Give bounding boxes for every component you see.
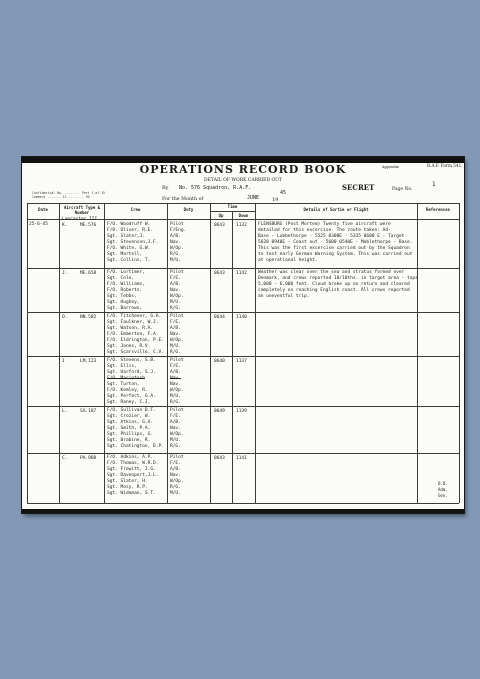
crew-member: F/O. Lortimer, [107, 270, 145, 275]
page-number: 1 [432, 181, 436, 188]
reference-mark: O.D. [438, 481, 448, 486]
crew-member: F/O. Woodruff W. [107, 222, 151, 227]
crew-member: Sgt. Chatington, D.P. [107, 444, 164, 449]
crew-member: Sgt. Brabine, R. [107, 438, 151, 443]
squadron-name: No. 576 Squadron, R.A.F. [179, 185, 252, 191]
duty-list [170, 270, 184, 312]
crew-member: Sgt. Atkins, G.A. [107, 420, 154, 425]
col-header-date: Date [38, 207, 48, 212]
crew-member: F/O. Kemley, R. [107, 388, 148, 393]
crew-duty: F/E. [170, 364, 181, 369]
aircraft-letter: I [62, 359, 65, 364]
details-line: 5,000 - 6,000 feet. Cloud broke up on return and cleared [258, 282, 410, 287]
crew-duty: Nav. [170, 332, 181, 337]
crew-duty: F/Eng. [170, 228, 187, 233]
crew-duty: A/B. [170, 467, 181, 472]
time-up: 0643 [214, 271, 225, 276]
month-value: JUNE [247, 195, 260, 201]
crew-duty: Pilot [170, 358, 184, 363]
crew-duty: M/U. [170, 491, 181, 496]
col-header-time: Time [227, 204, 238, 209]
crew-duty: Nav. [170, 473, 181, 478]
details-line: 5620 0940E - Coast out - 5600 0540E - Mablethorpe - Base. [258, 240, 413, 245]
time-up: 0643 [214, 456, 225, 461]
by-label: By [162, 185, 169, 191]
crew-member: F/O. Emmerton, F.A. [107, 332, 159, 337]
details-line: to test early German Warning System. This was carried out [258, 252, 413, 257]
form-number: R.A.F. Form 541. [427, 163, 463, 168]
record-sheet [22, 157, 464, 513]
col-rule [210, 203, 211, 503]
crew-duty: W/Op. [170, 294, 184, 299]
page-subtitle: DETAIL OF WORK CARRIED OUT [204, 178, 282, 183]
crew-list [107, 408, 164, 450]
crew-member: F/O. Roberts, [107, 288, 143, 293]
aircraft-serial: SX.187 [80, 409, 97, 414]
aircraft-type: Lancaster III [62, 217, 98, 222]
crew-duty: R/G. [170, 252, 181, 257]
crew-duty: W/Op. [170, 246, 184, 251]
col-header-up: Up [218, 213, 224, 218]
crew-member: F/O. Thomas, W.R.D. [107, 461, 159, 466]
reference-note [32, 191, 105, 199]
crew-duty: M/U. [170, 258, 181, 263]
crew-member: Sgt. Tebbs, [107, 294, 137, 299]
crew-member: F/O. Macintosh [107, 376, 145, 381]
details-line: completely on reaching English coast. All crews reported [258, 288, 410, 293]
crew-duty: F/E. [170, 320, 181, 325]
crew-member: F/O. Adkins, A.P. [107, 455, 154, 460]
col-rule [232, 211, 233, 503]
aircraft-serial: PA.988 [80, 456, 97, 461]
details-line: Weather was clear over the sea and stratus formed over [258, 270, 405, 275]
table-bottom-rule [27, 503, 459, 504]
col-rule [27, 203, 28, 503]
row-rule [27, 453, 459, 454]
aircraft-serial: LM.123 [80, 359, 97, 364]
row-rule [27, 312, 459, 313]
crew-duty: W/Op. [170, 338, 184, 343]
crew-member: Sgt. Frewitt, J.G. [107, 467, 156, 472]
crew-duty: R/G. [170, 485, 181, 490]
crew-member: Sgt. Watson, R.A. [107, 326, 154, 331]
appendix-label: Appendix [382, 165, 399, 169]
year-prefix: 19 [272, 197, 279, 203]
crew-member: Sgt. Crozier, W. [107, 414, 151, 419]
col-rule [104, 203, 105, 503]
aircraft-serial: ME.576 [80, 223, 97, 228]
col-header-aircraft: Aircraft Type & Number [63, 205, 101, 215]
crew-list [107, 358, 156, 406]
crew-list [107, 222, 158, 264]
duty-list [170, 222, 186, 264]
crew-duty: F/E. [170, 414, 181, 419]
aircraft-letter: L. [62, 409, 68, 414]
crew-duty: Pilot [170, 314, 184, 319]
crew-member: F/O. Sullivan D.F. [107, 408, 156, 413]
crew-duty: Pilot [170, 455, 184, 460]
aircraft-letter: C. [62, 456, 68, 461]
duty-list [170, 408, 184, 450]
crew-member: Sgt. Scarsville, C.V. [107, 350, 164, 355]
time-down: 1140 [236, 315, 247, 320]
duty-list [170, 358, 184, 406]
crew-member: F/O. Titchener, G.A. [107, 314, 162, 319]
year-value: 45 [280, 190, 287, 196]
crew-member: F/O. Oliver, R.E. [107, 228, 154, 233]
crew-member: Sgt. Turton, [107, 382, 140, 387]
crew-member: Sgt. Perfect, G.A. [107, 394, 156, 399]
details-line: FLENSBURG (Post Mortem) Twenty five aircraft were [258, 222, 391, 227]
crew-list [107, 455, 158, 497]
reference-mark: Gen. [438, 493, 448, 498]
crew-list [107, 314, 164, 356]
details-line: an uneventful trip. [258, 294, 310, 299]
crew-duty: R/G. [170, 400, 181, 405]
page-number-label: Page No. [392, 187, 413, 192]
duty-list [170, 455, 184, 497]
aircraft-serial: NN.582 [80, 315, 97, 320]
time-up: 0649 [214, 409, 225, 414]
crew-duty: Nav. [170, 426, 181, 431]
details-line: at operational height. [258, 258, 318, 263]
month-label: For the Month of [162, 197, 204, 202]
crew-duty: R/G. [170, 444, 181, 449]
details-line: detailed for this excercise. The route taken: Ad- [258, 228, 391, 233]
crew-duty: A/B. [170, 326, 181, 331]
crew-duty: A/B. [170, 282, 181, 287]
crew-duty: Nav. [170, 240, 181, 245]
time-down: 1142 [236, 271, 247, 276]
crew-member: Sgt. Mosy, R.P. [107, 485, 148, 490]
aircraft-serial: ME.658 [80, 271, 97, 276]
col-rule [459, 203, 460, 503]
crew-member: F/O. Williams, [107, 282, 145, 287]
sheet-bottom-edge [22, 509, 464, 513]
crew-duty: W/Op. [170, 479, 184, 484]
aircraft-letter: O. [62, 315, 68, 320]
crew-duty: A/B. [170, 234, 181, 239]
crew-member: Sgt. Davenport,J.L. [107, 473, 159, 478]
row-rule [27, 268, 459, 269]
crew-member: Sgt. Jones, R.V. [107, 344, 151, 349]
page-title: OPERATIONS RECORD BOOK [139, 163, 347, 176]
crew-member: Sgt. Barrows, [107, 306, 143, 311]
col-rule [167, 203, 168, 503]
details-line: This was the first excercise carried out by the Squadron [258, 246, 410, 251]
crew-member: Sgt. Hughey, [107, 300, 140, 305]
secret-stamp: SECRET [342, 183, 375, 192]
time-up: 0644 [214, 315, 225, 320]
crew-member: Sgt. Collins, T. [107, 258, 151, 263]
col-header-references: References [425, 207, 451, 212]
time-up: 0640 [214, 359, 225, 364]
time-down: 1141 [236, 456, 247, 461]
crew-duty: Pilot [170, 270, 184, 275]
duty-list [170, 314, 184, 356]
crew-duty: Pilot [170, 222, 184, 227]
sortie-details [258, 222, 412, 264]
col-rule [417, 203, 418, 503]
crew-member: Sgt. Phillips, G. [107, 432, 154, 437]
crew-duty: M/U. [170, 344, 181, 349]
time-down: 1132 [236, 223, 247, 228]
crew-member: Sgt. Faulkner, W.J. [107, 320, 159, 325]
crew-member: Sgt. Cole, [107, 276, 135, 281]
crew-duty: M/U. [170, 394, 181, 399]
row-rule [27, 356, 459, 357]
col-header-down: Down [238, 213, 249, 218]
crew-duty: M/U. [170, 438, 181, 443]
time-down: 1139 [236, 409, 247, 414]
col-rule [255, 203, 256, 503]
col-header-details: Details of Sortie or Flight [303, 207, 369, 212]
time-up: 0643 [214, 223, 225, 228]
reference-note-line: Comment ....... 11 ........ 90 [32, 195, 90, 199]
crew-duty: W/Op. [170, 432, 184, 437]
sortie-details [258, 270, 418, 300]
crew-member: Sgt. Stevenson,J.F. [107, 240, 159, 245]
crew-duty: W/Op. [170, 388, 184, 393]
crew-list [107, 270, 145, 312]
crew-member: F/O. White, G.W. [107, 246, 151, 251]
crew-duty: F/E. [170, 276, 181, 281]
crew-duty: M/U. [170, 300, 181, 305]
col-rule [59, 203, 60, 503]
row-rule [27, 406, 459, 407]
reference-mark: Adm. [438, 487, 448, 492]
crew-member: Sgt. Wideman, S.T. [107, 491, 156, 496]
crew-duty: A/B. [170, 420, 181, 425]
reference-note-line: Confidential No. ........ Part 1 of 15 [32, 191, 105, 195]
crew-duty: F/E. [170, 461, 181, 466]
col-header-crew: Crew [130, 207, 141, 212]
col-header-duty: Duty [183, 207, 194, 212]
aircraft-letter: K. [62, 223, 68, 228]
crew-duty: Nav. [170, 382, 181, 387]
crew-duty: A/B. [170, 370, 181, 375]
crew-duty: R/G. [170, 350, 181, 355]
entry-date: 25-6-45 [29, 222, 48, 227]
crew-member: Sgt. Ellis, [107, 364, 137, 369]
crew-duty: Nav. [170, 288, 181, 293]
time-down: 1137 [236, 359, 247, 364]
crew-member: Sgt. Slater, H. [107, 479, 148, 484]
crew-member: Sgt. Harford, S.J. [107, 370, 156, 375]
crew-member: Sgt. Raney, C.J. [107, 400, 151, 405]
details-line: Denmark, and crews reported 10/10ths. in target area - tops [258, 276, 418, 281]
crew-duty: Nav. [170, 376, 181, 381]
aircraft-letter: J. [62, 271, 68, 276]
crew-member: F/O. Stevens, S.B. [107, 358, 156, 363]
crew-member: F/O. Eldrington, P.E. [107, 338, 164, 343]
crew-duty: R/G. [170, 306, 181, 311]
crew-member: Sgt. Martell, [107, 252, 143, 257]
details-line: Base - Lubbethorpe - 5525 0300E - 5335 0600 E - Target [258, 234, 405, 239]
crew-duty: Pilot [170, 408, 184, 413]
crew-member: Sgt. Slater,J. [107, 234, 145, 239]
crew-member: Sgt. Smith, P.A. [107, 426, 151, 431]
